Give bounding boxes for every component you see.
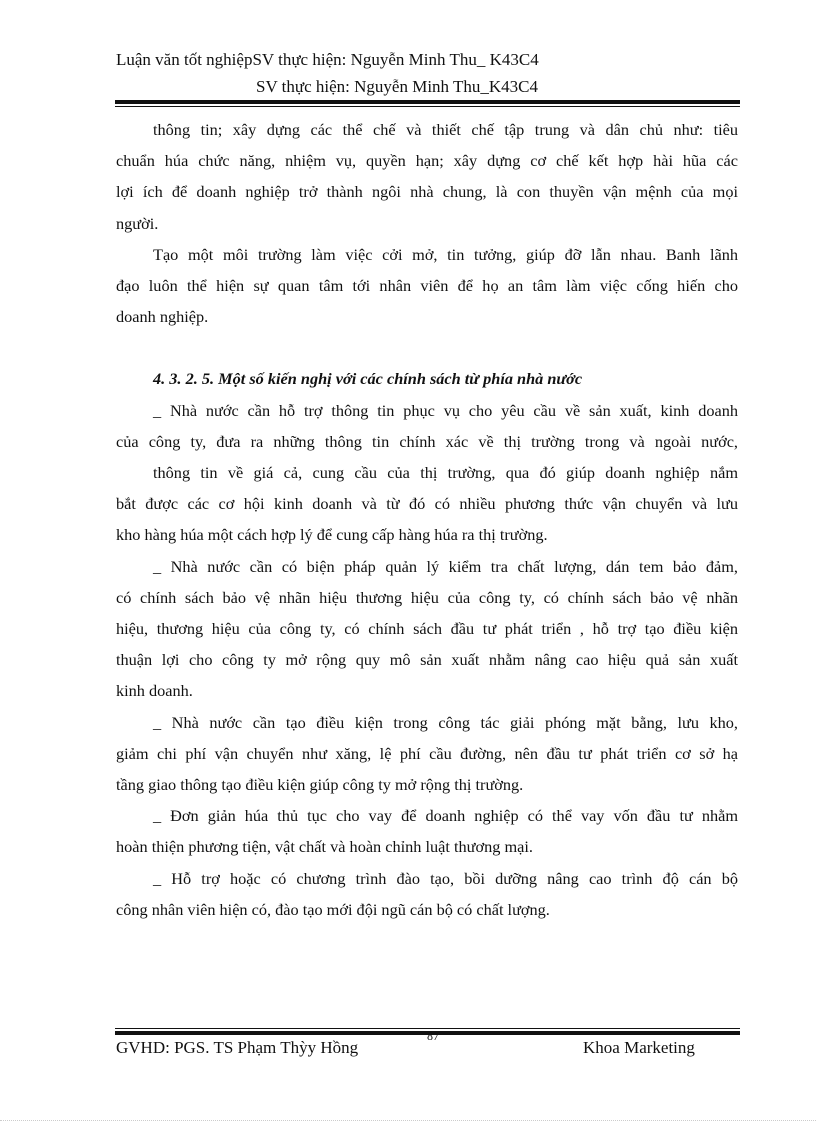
paragraph-3 xyxy=(116,395,738,457)
text-line: _ Hỗ trợ hoặc có chương trình đào tạo, bồi dưỡng nâng cao trình độ cán bộ xyxy=(153,868,738,888)
text-line: chuẩn húa chức năng, nhiệm vụ, quyền hạn; xây dựng cơ chế kết hợp hài hũa các xyxy=(116,151,738,171)
header-rule-thick xyxy=(115,100,740,104)
text-line: thông tin; xây dựng các thể chế và thiết chế tập trung và dân chủ như: tiêu xyxy=(153,120,738,139)
paragraph-2 xyxy=(116,239,738,333)
text-line: thuận lợi cho công ty mở rộng quy mô sản xuất nhằm nâng cao hiệu quả sản xuất xyxy=(116,650,738,670)
text-line: đạo luôn thể hiện sự quan tâm tới nhân viên để họ an tâm làm việc cống hiến cho xyxy=(116,276,738,296)
paragraph-4 xyxy=(116,457,738,551)
footer-supervisor: GVHD: PGS. TS Phạm Thỳy Hồng xyxy=(116,1038,359,1057)
page-edge-dotted-line xyxy=(0,1120,816,1121)
paragraph-8 xyxy=(116,863,738,925)
document-body xyxy=(116,114,738,925)
text-line: _ Nhà nước cần hỗ trợ thông tin phục vụ cho yêu cầu về sản xuất, kinh doanh xyxy=(153,400,738,420)
text-line: bắt được các cơ hội kinh doanh và từ đó có nhiều phương thức vận chuyển và lưu xyxy=(116,494,738,514)
text-line: _ Nhà nước cần tạo điều kiện trong công tác giải phóng mặt bằng, lưu kho, xyxy=(153,712,738,732)
text-line: doanh nghiệp. xyxy=(116,307,209,327)
text-line: kinh doanh. xyxy=(116,681,193,701)
paragraph-gap xyxy=(116,332,738,363)
text-line: hoàn thiện phương tiện, vật chất và hoàn chỉnh luật thương mại. xyxy=(116,837,533,857)
paragraph-7 xyxy=(116,800,738,862)
header-title: Luận văn tốt nghiệpSV thực hiện: Nguyễn Minh Thu_ K43C4 xyxy=(116,50,539,69)
text-line: hiệu, thương hiệu của công ty, có chính sách đầu tư phát triển , hỗ trợ tạo điều kiện xyxy=(116,619,738,639)
page-number: 87 xyxy=(427,1029,439,1043)
text-line: _ Nhà nước cần có biện pháp quản lý kiểm tra chất lượng, dán tem bảo đảm, xyxy=(153,556,738,576)
text-line: kho hàng húa một cách hợp lý để cung cấp hàng húa ra thị trường. xyxy=(116,525,548,545)
text-line: công nhân viên hiện có, đào tạo mới đội ngũ cán bộ có chất lượng. xyxy=(116,899,550,919)
text-line: người. xyxy=(116,213,159,233)
text-line: có chính sách bảo vệ nhãn hiệu thương hiệu của công ty, có chính sách bảo vệ nhãn xyxy=(116,587,738,607)
paragraph-6 xyxy=(116,707,738,801)
footer-department: Khoa Marketing xyxy=(583,1038,695,1057)
header-author: SV thực hiện: Nguyễn Minh Thu_K43C4 xyxy=(256,77,539,96)
section-heading: 4. 3. 2. 5. Một số kiến nghị với các chính sách từ phía nhà nước xyxy=(153,369,583,389)
text-line: tầng giao thông tạo điều kiện giúp công ty mở rộng thị trường. xyxy=(116,775,524,795)
text-line: giảm chi phí vận chuyển như xăng, lệ phí cầu đường, nên đầu tư phát triển cơ sở hạ xyxy=(116,743,738,763)
text-line: _ Đơn giản húa thủ tục cho vay để doanh nghiệp có thể vay vốn đầu tư nhằm xyxy=(153,806,738,826)
text-line: lợi ích để doanh nghiệp trở thành ngôi nhà chung, là con thuyền vận mệnh của mọi xyxy=(116,182,738,202)
text-line: thông tin về giá cả, cung cầu của thị trường, qua đó giúp doanh nghiệp nắm xyxy=(153,463,738,483)
paragraph-1 xyxy=(116,114,738,239)
paragraph-5 xyxy=(116,551,738,707)
text-line: Tạo một môi trường làm việc cởi mở, tin tưởng, giúp đỡ lẫn nhau. Banh lãnh xyxy=(153,244,738,264)
text-line: của công ty, đưa ra những thông tin chính xác về thị trường trong và ngoài nước, xyxy=(116,431,738,451)
header-rule-thin xyxy=(115,106,740,107)
